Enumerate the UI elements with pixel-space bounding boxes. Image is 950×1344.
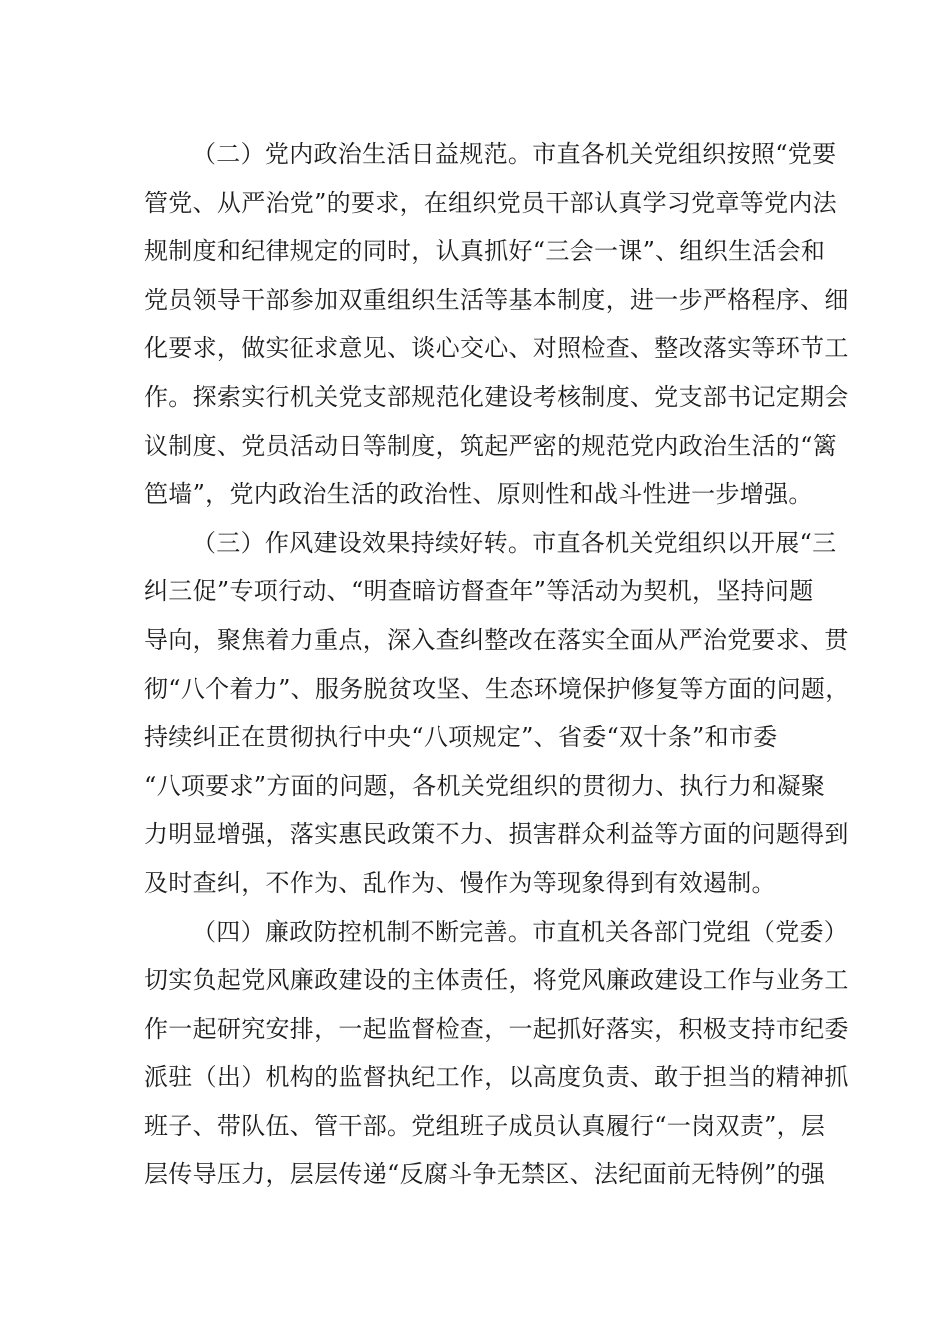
text-line: 党员领导干部参加双重组织生活等基本制度，进一步严格程序、细	[144, 285, 849, 314]
text-line: （四）廉政防控机制不断完善。市直机关各部门党组（党委）	[192, 917, 849, 946]
text-line: 持续纠正在贯彻执行中央“八项规定”、省委“双十条”和市委	[144, 723, 778, 752]
text-line: 层传导压力，层层传递“反腐斗争无禁区、法纪面前无特例”的强	[144, 1160, 826, 1189]
text-line: 笆墙”，党内政治生活的政治性、原则性和战斗性进一步增强。	[144, 480, 813, 509]
text-line: 作。探索实行机关党支部规范化建设考核制度、党支部书记定期会	[144, 382, 849, 411]
text-line: 纠三促”专项行动、“明查暗访督查年”等活动为契机，坚持问题	[144, 577, 814, 606]
text-line: 化要求，做实征求意见、谈心交心、对照检查、整改落实等环节工	[144, 334, 849, 363]
text-line: 彻“八个着力”、服务脱贫攻坚、生态环境保护修复等方面的问题，	[144, 674, 850, 703]
text-line: （三）作风建设效果持续好转。市直各机关党组织以开展“三	[192, 528, 837, 557]
text-line: 管党、从严治党”的要求，在组织党员干部认真学习党章等党内法	[144, 188, 837, 217]
text-line: 派驻（出）机构的监督执纪工作，以高度负责、敢于担当的精神抓	[144, 1063, 849, 1092]
text-line: （二）党内政治生活日益规范。市直各机关党组织按照“党要	[192, 140, 837, 168]
text-line: 及时查纠，不作为、乱作为、慢作为等现象得到有效遏制。	[144, 868, 776, 897]
text-line: 切实负起党风廉政建设的主体责任，将党风廉政建设工作与业务工	[144, 966, 849, 995]
text-line: 作一起研究安排，一起监督检查，一起抓好落实，积极支持市纪委	[144, 1014, 849, 1043]
text-line: 议制度、党员活动日等制度，筑起严密的规范党内政治生活的“篱	[144, 431, 837, 460]
text-line: 导向，聚焦着力重点，深入查纠整改在落实全面从严治党要求、贯	[144, 625, 849, 654]
text-line: 班子、带队伍、管干部。党组班子成员认真履行“一岗双责”，层	[144, 1111, 826, 1140]
text-line: “八项要求”方面的问题，各机关党组织的贯彻力、执行力和凝聚	[144, 771, 826, 800]
body-text	[144, 130, 850, 1199]
text-line: 规制度和纪律规定的同时，认真抓好“三会一课”、组织生活会和	[144, 237, 826, 266]
text-line: 力明显增强，落实惠民政策不力、损害群众利益等方面的问题得到	[144, 820, 849, 849]
